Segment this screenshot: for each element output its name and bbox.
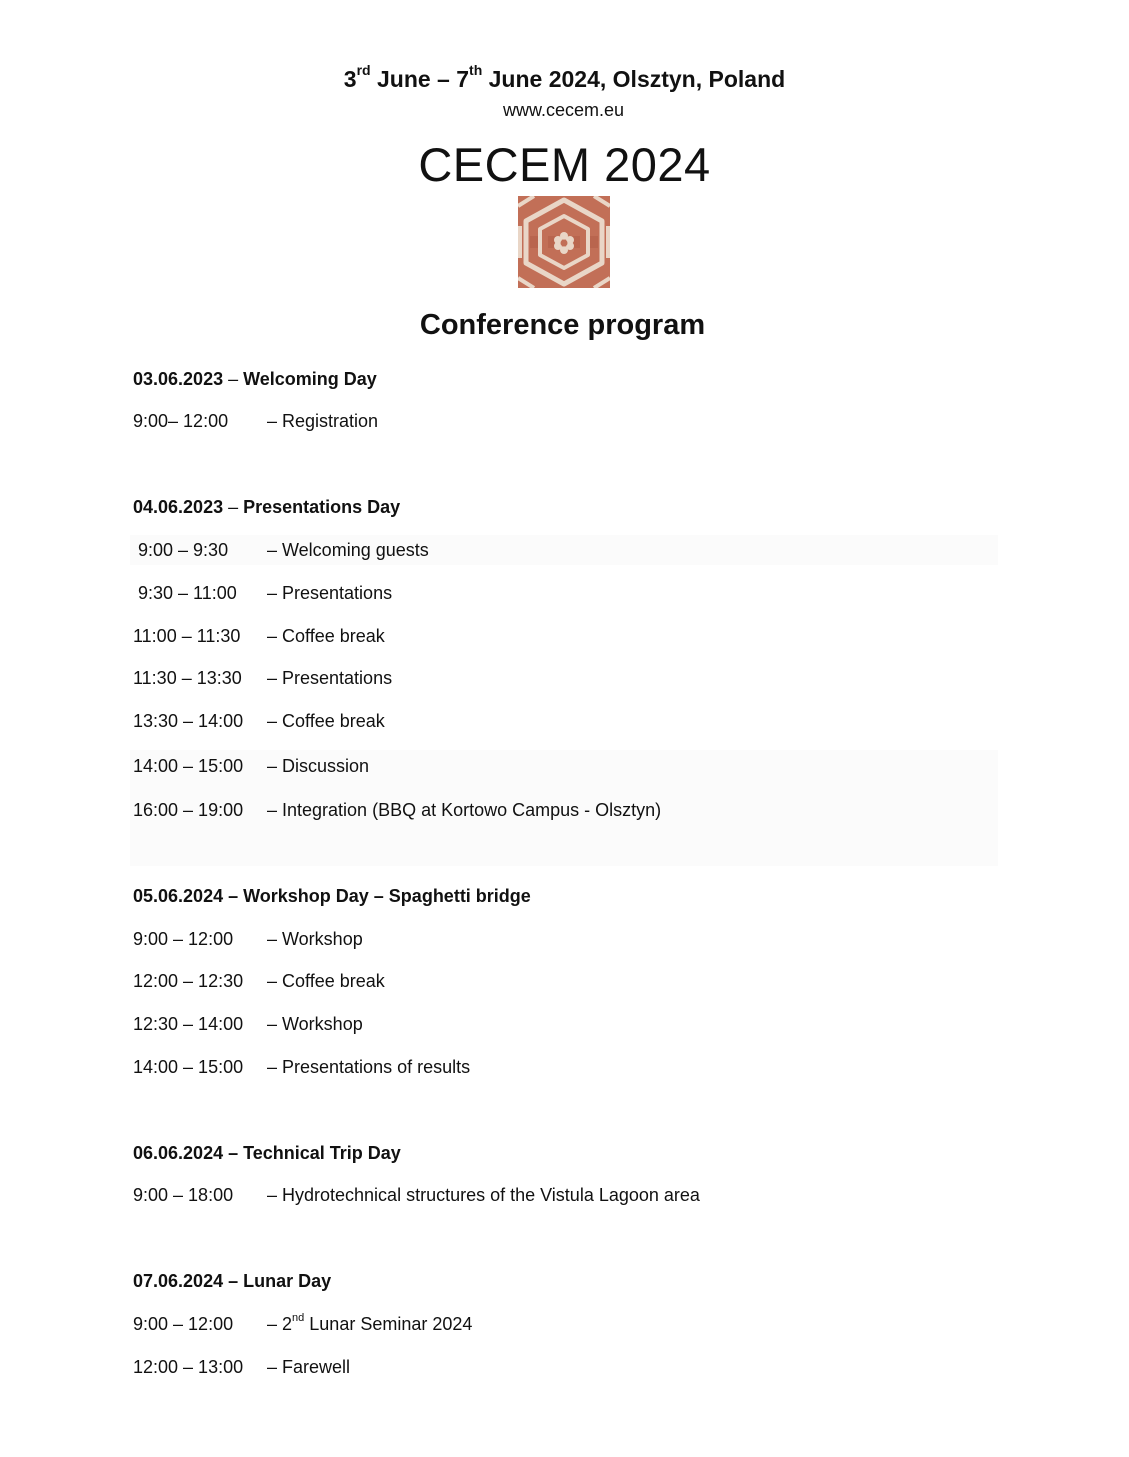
event-description: – Coffee break [267, 711, 385, 731]
row-highlight [130, 535, 998, 565]
website-url: www.cecem.eu [502, 100, 625, 120]
day-title-welcoming: 03.06.2023 – Welcoming Day [133, 369, 377, 389]
event-description: – Hydrotechnical structures of the Vistula Lagoon area [267, 1185, 700, 1205]
event-time: 9:00 – 12:00 [133, 929, 234, 949]
event-time: 9:00 – 9:30 [138, 540, 229, 560]
event-time: 9:30 – 11:00 [138, 583, 237, 603]
event-time: 16:00 – 19:00 [133, 800, 244, 820]
event-description: – 2nd Lunar Seminar 2024 [267, 1312, 473, 1334]
event-description: – Integration (BBQ at Kortowo Campus - Olsztyn) [267, 800, 662, 820]
day-title-lunar: 07.06.2024 – Lunar Day [133, 1271, 332, 1291]
conference-name: CECEM 2024 [418, 138, 711, 191]
event-description: – Workshop [267, 929, 363, 949]
day-title-workshop: 05.06.2024 – Workshop Day – Spaghetti bridge [133, 886, 531, 906]
day-title-technical-trip: 06.06.2024 – Technical Trip Day [133, 1143, 401, 1163]
conference-dates: 3rd June – 7th June 2024, Olsztyn, Poland [343, 62, 786, 92]
event-time: 11:30 – 13:30 [133, 668, 242, 688]
event-time: 12:30 – 14:00 [133, 1014, 244, 1034]
event-time: 13:30 – 14:00 [133, 711, 244, 731]
event-time: 11:00 – 11:30 [133, 626, 241, 646]
brick-hexagon-logo-icon [518, 196, 610, 288]
event-description: – Presentations [267, 583, 393, 603]
event-description: – Coffee break [267, 626, 385, 646]
program-title: Conference program [419, 309, 706, 341]
event-time: 12:00 – 12:30 [133, 971, 244, 991]
event-time: 9:00 – 18:00 [133, 1185, 234, 1205]
event-time: 14:00 – 15:00 [133, 756, 244, 776]
event-time: 9:00– 12:00 [133, 411, 229, 431]
event-description: – Workshop [267, 1014, 363, 1034]
day-title-presentations: 04.06.2023 – Presentations Day [133, 497, 401, 517]
event-time: 9:00 – 12:00 [133, 1314, 234, 1334]
event-description: – Presentations of results [267, 1057, 471, 1077]
event-description: – Discussion [267, 756, 370, 776]
event-time: 14:00 – 15:00 [133, 1057, 244, 1077]
event-description: – Farewell [267, 1357, 351, 1377]
event-description: – Presentations [267, 668, 393, 688]
event-description: – Coffee break [267, 971, 385, 991]
event-time: 12:00 – 13:00 [133, 1357, 244, 1377]
event-description: – Registration [267, 411, 379, 431]
event-description: – Welcoming guests [267, 540, 429, 560]
